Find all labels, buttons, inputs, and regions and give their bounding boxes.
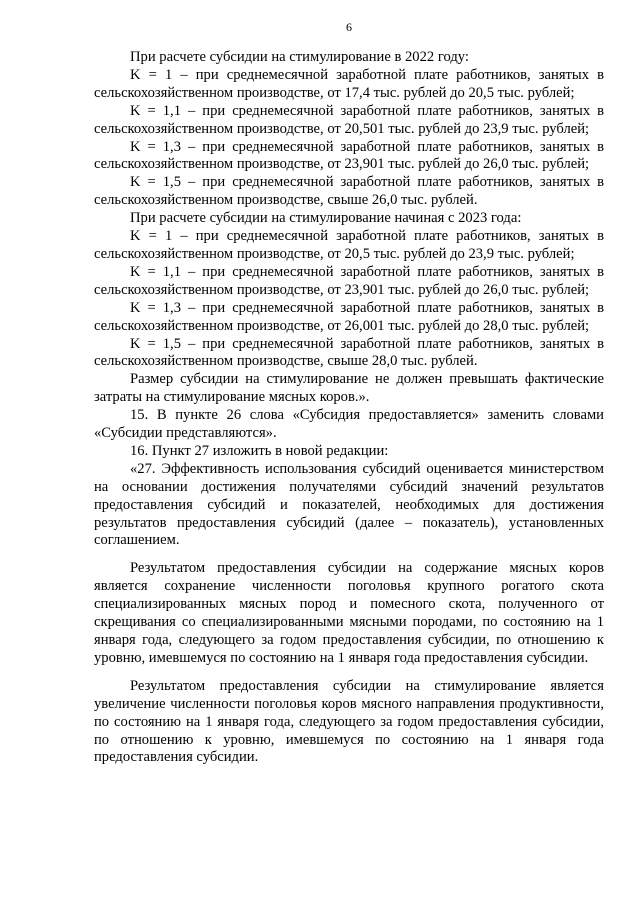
paragraph-2023-k1-3: K = 1,3 – при среднемесячной заработной плате работников, занятых в сельскохозяйственном производстве, от 26,001 тыс. рублей до 28,0 тыс. рублей; — [94, 299, 604, 334]
paragraph-2022-k1: K = 1 – при среднемесячной заработной плате работников, занятых в сельскохозяйственном производстве, от 17,4 тыс. рублей до 20,5 тыс. рублей; — [94, 66, 604, 101]
paragraph-2023-k1-5: K = 1,5 – при среднемесячной заработной плате работников, занятых в сельскохозяйственном производстве, свыше 28,0 тыс. рублей. — [94, 335, 604, 370]
paragraph-item-27: «27. Эффективность использования субсидий оценивается министерством на основании достижения получателями субсидий значений результатов предоставления субсидий и показателей, необходимых для достижения результатов предоставления субсидий (далее – показатель), установленных соглашением. — [94, 460, 604, 549]
paragraph-2022-k1-1: K = 1,1 – при среднемесячной заработной плате работников, занятых в сельскохозяйственном производстве, от 20,501 тыс. рублей до 23,9 тыс. рублей; — [94, 102, 604, 137]
paragraph-2023-k1-1: K = 1,1 – при среднемесячной заработной плате работников, занятых в сельскохозяйственном производстве, от 23,901 тыс. рублей до 26,0 тыс. рублей; — [94, 263, 604, 298]
paragraph-item-16: 16. Пункт 27 изложить в новой редакции: — [130, 442, 389, 459]
paragraph-gap — [94, 668, 604, 678]
paragraph-gap — [94, 550, 604, 560]
page-number: 6 — [346, 20, 352, 34]
paragraph-2023-intro: При расчете субсидии на стимулирование начиная с 2023 года: — [130, 210, 522, 227]
paragraph-2022-k1-5: K = 1,5 – при среднемесячной заработной плате работников, занятых в сельскохозяйственном производстве, свыше 26,0 тыс. рублей. — [94, 174, 604, 209]
paragraph-subsidy-limit: Размер субсидии на стимулирование не должен превышать фактические затраты на стимулирование мясных коров.». — [94, 371, 604, 406]
paragraph-item-15: 15. В пункте 26 слова «Субсидия предоставляется» заменить словами «Субсидии представляются». — [94, 407, 604, 442]
paragraph-2022-intro: При расчете субсидии на стимулирование в 2022 году: — [130, 49, 469, 65]
document-body — [94, 49, 604, 767]
paragraph-2023-k1: K = 1 – при среднемесячной заработной плате работников, занятых в сельскохозяйственном производстве, от 20,5 тыс. рублей до 23,9 тыс. рублей; — [94, 228, 604, 262]
paragraph-result-cows: Результатом предоставления субсидии на содержание мясных коров является сохранение численности поголовья крупного рогатого скота специализированных мясных пород и помесного скота, полученного от скрещивания со специализированными мясными породами, по состоянию на 1 января года, следующего за годом предоставления субсидии, по отношению к уровню, имевшемуся по состоянию на 1 января года предоставления субсидии. — [94, 560, 604, 666]
paragraph-2022-k1-3: K = 1,3 – при среднемесячной заработной плате работников, занятых в сельскохозяйственном производстве, от 23,901 тыс. рублей до 26,0 тыс. рублей; — [94, 138, 604, 173]
paragraph-result-stimulation: Результатом предоставления субсидии на стимулирование является увеличение численности поголовья коров мясного направления продуктивности, по состоянию на 1 января года, следующего за годом предоставления субсидии, по отношению к уровню, имевшемуся по состоянию на 1 января года предоставления субсидии. — [94, 677, 604, 766]
